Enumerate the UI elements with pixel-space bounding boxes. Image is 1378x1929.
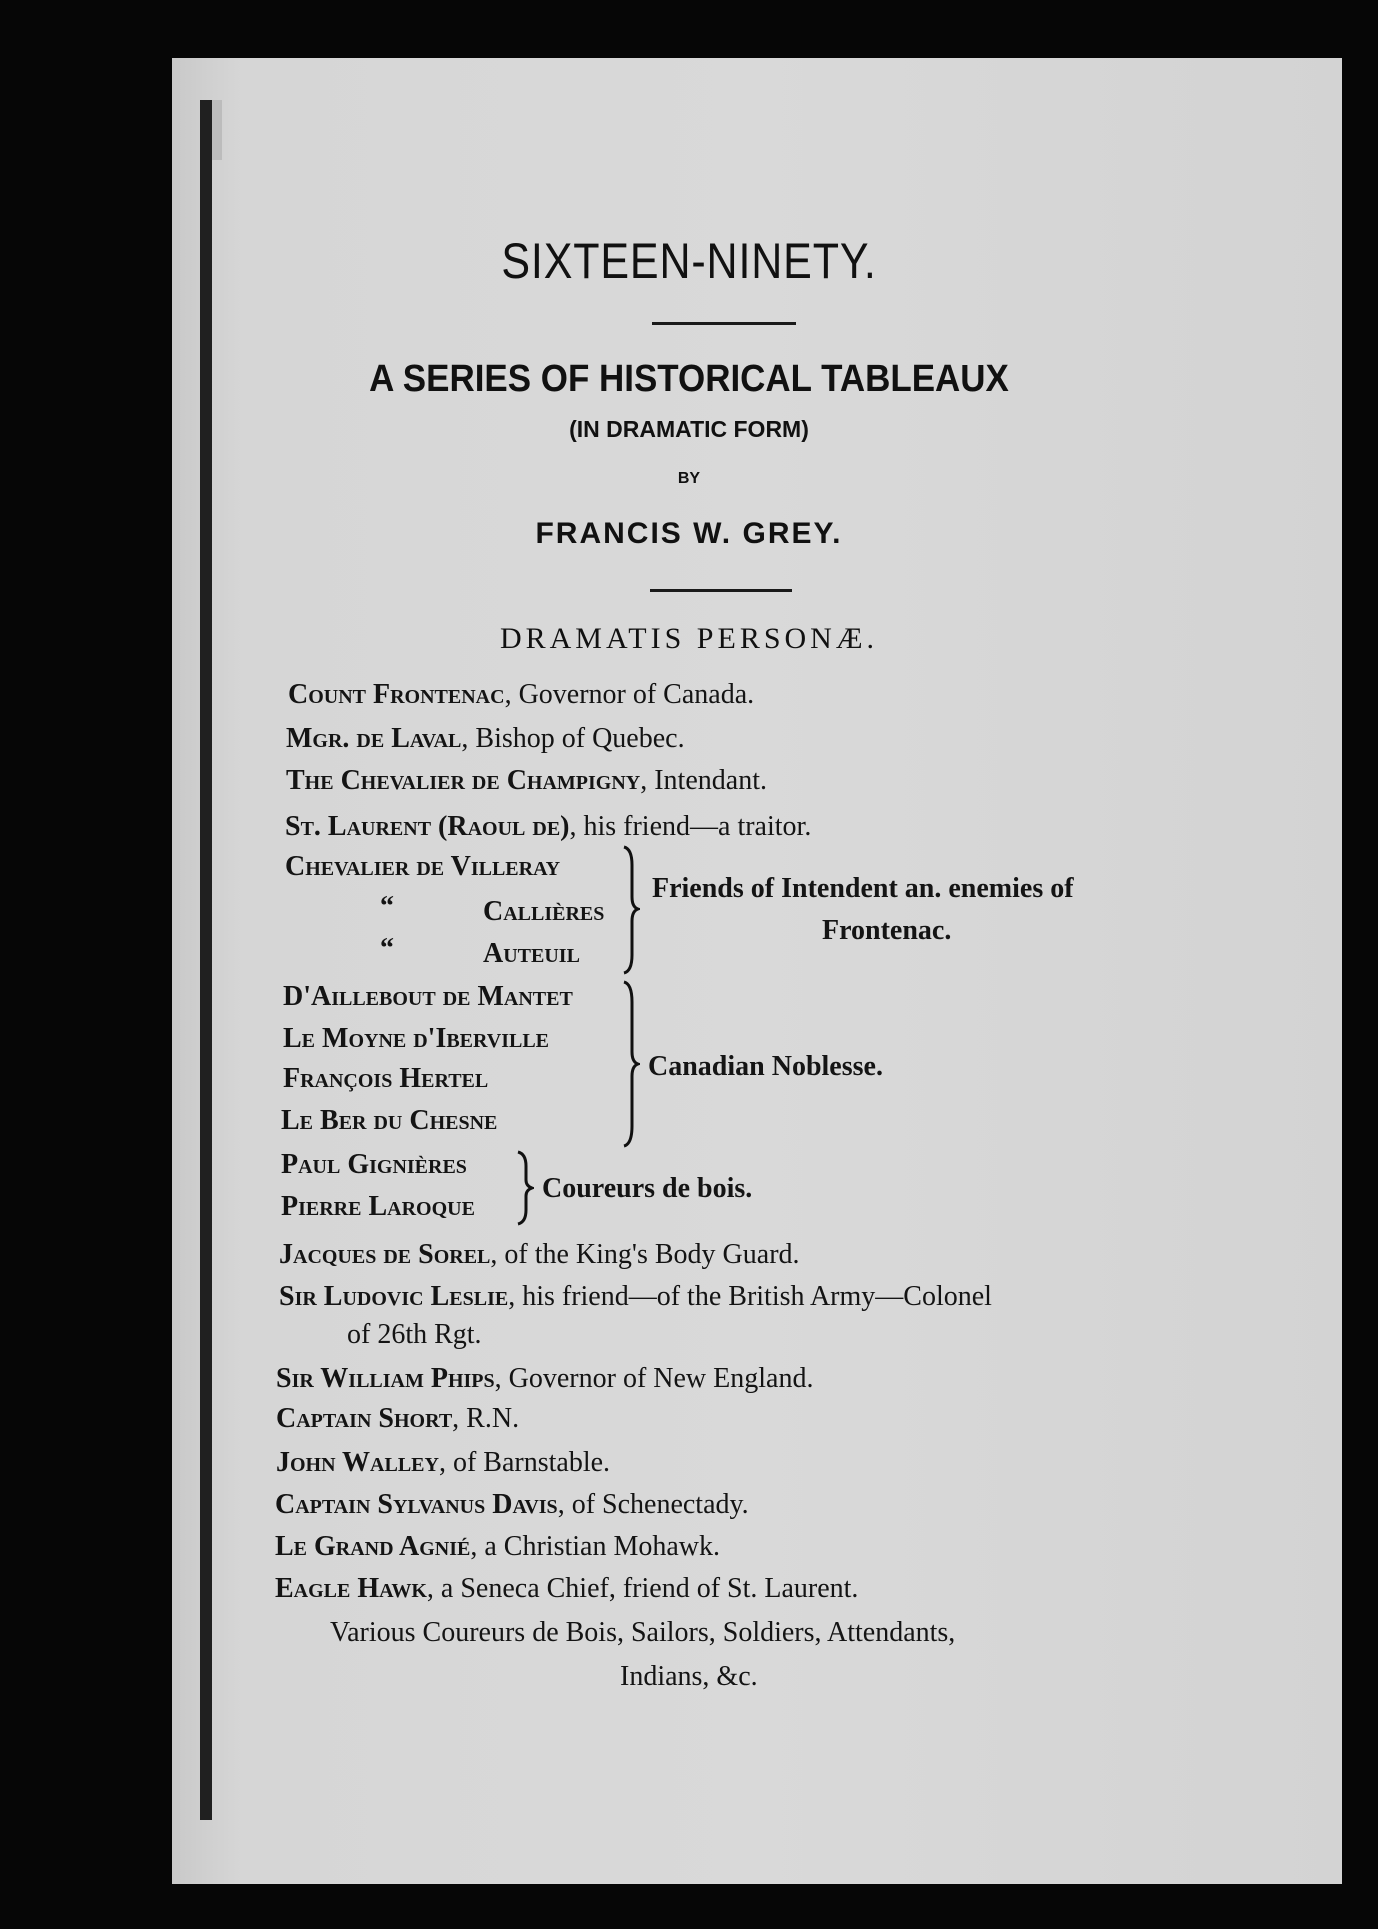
cast-entry [276, 1362, 813, 1396]
group3-label: Coureurs de bois. [542, 1173, 753, 1204]
group1-label: Friends of Intendent an. enemies of [652, 873, 1074, 904]
cast-desc: of 26th Rgt. [347, 1319, 482, 1350]
document-page [172, 58, 1342, 1884]
cast-entry [275, 1530, 720, 1564]
group3-member: Paul Gignières [281, 1149, 467, 1180]
cast-entry [275, 1488, 749, 1522]
cast-entry [279, 1280, 992, 1314]
cast-entry [286, 722, 685, 756]
cast-name: St. Laurent (Raoul de) [285, 811, 570, 842]
cast-name: Captain Sylvanus Davis [275, 1489, 558, 1520]
cast-desc: , Governor of Canada. [504, 679, 755, 710]
ditto-mark: “ [380, 933, 394, 964]
author-name: FRANCIS W. GREY. [535, 517, 843, 550]
group1-label: Frontenac. [822, 915, 952, 946]
cast-entry [276, 1402, 519, 1436]
group1-member: Chevalier de Villeray [285, 851, 561, 882]
cast-name: Sir Ludovic Leslie [279, 1281, 509, 1312]
cast-entry [279, 1238, 800, 1272]
ditto-mark: “ [380, 891, 394, 922]
group2-brace [620, 980, 640, 1148]
cast-entry-continuation [347, 1318, 482, 1352]
group2-member: Le Moyne d'Iberville [283, 1023, 550, 1054]
cast-name: The Chevalier de Champigny [286, 765, 641, 796]
cast-desc: , his friend—a traitor. [569, 811, 812, 842]
page-binding-shadow [212, 100, 222, 160]
cast-heading: DRAMATIS PERSONÆ. [499, 622, 879, 655]
cast-name: Jacques de Sorel [279, 1239, 491, 1270]
cast-name: Captain Short [276, 1403, 453, 1434]
author-rule [650, 589, 792, 592]
cast-desc: , his friend—of the British Army—Colonel [508, 1281, 992, 1312]
cast-name: Sir William Phips [276, 1363, 495, 1394]
cast-entry [276, 1446, 610, 1480]
cast-name: John Walley [276, 1447, 439, 1478]
document-title: SIXTEEN-NINETY. [501, 233, 877, 289]
cast-desc: , Governor of New England. [494, 1363, 814, 1394]
cast-desc: , R.N. [452, 1403, 520, 1434]
cast-entry [285, 810, 811, 844]
cast-name: Eagle Hawk [275, 1573, 427, 1604]
cast-name: Le Grand Agnié [275, 1531, 471, 1562]
subtitle: A SERIES OF HISTORICAL TABLEAUX [369, 358, 1009, 400]
closing-line: Various Coureurs de Bois, Sailors, Soldiers, Attendants, [330, 1617, 956, 1648]
cast-desc: , of Barnstable. [438, 1447, 611, 1478]
group1-member: Auteuil [483, 938, 580, 969]
cast-desc: , Bishop of Quebec. [461, 723, 685, 754]
group2-member: Le Ber du Chesne [281, 1105, 498, 1136]
cast-name: Mgr. de Laval [286, 723, 462, 754]
group3-brace [514, 1150, 534, 1226]
group1-brace [620, 845, 640, 975]
cast-entry [286, 764, 767, 798]
cast-desc: , of the King's Body Guard. [490, 1239, 800, 1270]
group2-member: François Hertel [283, 1063, 489, 1094]
group1-member: Callières [483, 896, 605, 927]
group2-label: Canadian Noblesse. [648, 1051, 883, 1082]
cast-desc: , of Schenectady. [557, 1489, 749, 1520]
cast-desc: , Intendant. [640, 765, 767, 796]
title-rule [652, 322, 796, 325]
cast-name: Count Frontenac [288, 679, 505, 710]
group3-member: Pierre Laroque [281, 1191, 475, 1222]
cast-entry [288, 678, 754, 712]
cast-entry [275, 1572, 858, 1606]
closing-line: Indians, &c. [620, 1661, 758, 1692]
cast-desc: , a Christian Mohawk. [470, 1531, 721, 1562]
cast-desc: , a Seneca Chief, friend of St. Laurent. [426, 1573, 859, 1604]
form-note: (IN DRAMATIC FORM) [569, 416, 809, 442]
group2-member: D'Aillebout de Mantet [283, 981, 573, 1012]
by-line: BY [677, 470, 701, 487]
